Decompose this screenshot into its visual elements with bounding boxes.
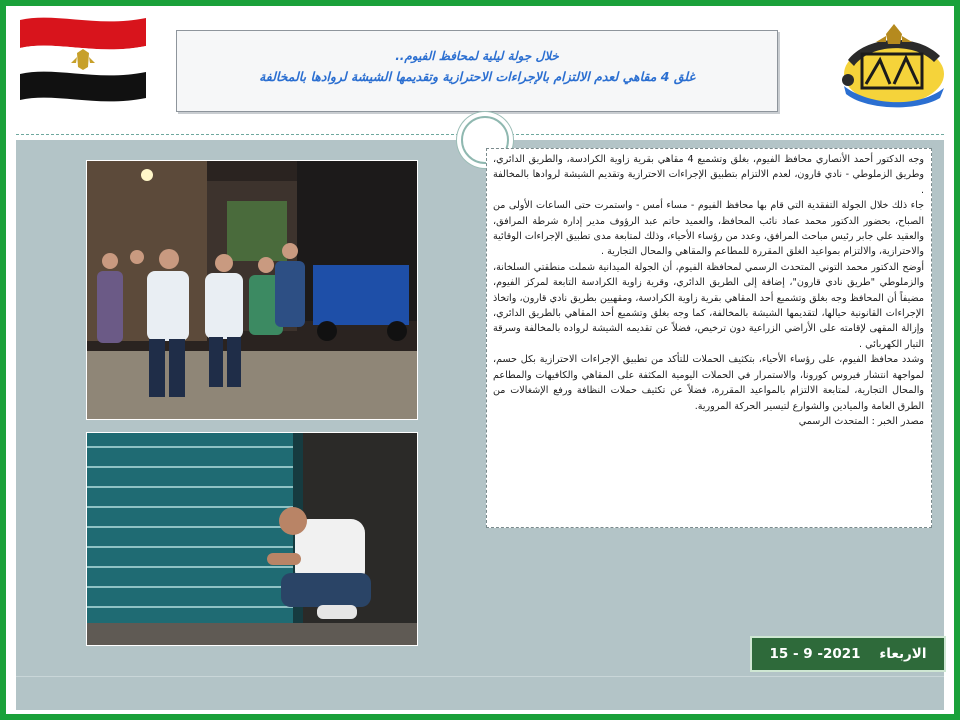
headline-line-2: غلق 4 مقاهي لعدم الالتزام بالإجراءات الاحترازية وتقديمها الشيشة لروادها بالمخالفة — [259, 69, 695, 84]
date-value: 15 - 9 -2021 — [769, 646, 861, 662]
governor-night-tour-photo — [86, 160, 418, 420]
date-day: الاربعاء — [879, 646, 927, 662]
egypt-flag-image — [16, 12, 150, 104]
article-paragraph-1: وجه الدكتور أحمد الأنصاري محافظ الفيوم، بغلق وتشميع 4 مقاهي بقرية زاوية الكرادسة، والطريق الدائري، وطريق الزملوطي - نادي قارون، لعدم الالتزام بتطبيق الإجراءات الاحترازية وتقديم الشيشة لروادها بالمخالفة . — [493, 154, 924, 196]
headline-line-1: خلال جولة ليلية لمحافظ الفيوم.. — [395, 49, 559, 63]
date-badge — [750, 636, 946, 672]
article-source: مصدر الخبر : المتحدث الرسمي — [798, 415, 924, 427]
article-paragraph-4: وشدد محافظ الفيوم، على رؤساء الأحياء، بتكثيف الحملات للتأكد من تطبيق الإجراءات الاحترازية بكل حسم، لمواجهة انتشار فيروس كورونا، والاستمرار في الحملات اليومية المكثفة على المقاهي والكافيهات والمطاعم والمحال التجارية، لمتابعة الالتزام بالمواعيد المقررة، فضلاً عن تكثيف حملات النظافة ورفع الإشغالات من الطرق العامة والميادين والشوارع لتيسير الحركة المرورية. — [493, 354, 924, 412]
headline-box — [176, 30, 778, 112]
fayoum-logo-emblem — [836, 14, 948, 112]
article-paragraph-2: جاء ذلك خلال الجولة التفقدية التي قام بها محافظ الفيوم - مساء أمس - واستمرت حتى الساعات الأولى من الصباح، بحضور الدكتور محمد عماد نائب المحافظ، والعميد حاتم عبد الرؤوف مدير إدارة شرطة المرافق، والعقيد علي جابر رئيس مباحث المرافق، وعدد من رؤساء الأحياء، وذلك لمتابعة مدى تطبيق الإجراءات الوقائية والاحترازية، والالتزام بمواعيد الغلق المقررة للمطاعم والمقاهي والمحال التجارية . — [493, 200, 924, 258]
article-paragraph-3: أوضح الدكتور محمد التوني المتحدث الرسمي لمحافظة الفيوم، أن الجولة الميدانية شملت منطقتي السلخانة، والزملوطي "طريق نادي قارون"، إضافة إلى الطريق الدائري، وقرية زاوية الكرادسة التابعة لمركز الفيوم، مضيفاً أن المحافظ وجه بغلق وتشميع أحد المقاهي بقرية زاوية الكرادسة، ومقهيين بطريق نادي قارون، واتخاذ الإجراءات القانونية حيالها، لتقديمها الشيشة بالمخالفة، كما وجه بغلق وتشميع أحد المقاهي بالطريق الدائري، وإزالة المقهى لإقامته على الأراضي الزراعية دون ترخيص، فضلاً عن تقديمه الشيشة لرواده بالمخالفة وسرقة التيار الكهربائي . — [493, 261, 924, 350]
divider-line — [16, 676, 944, 677]
article-text-box — [486, 148, 932, 528]
closing-cafe-shutter-photo — [86, 432, 418, 646]
